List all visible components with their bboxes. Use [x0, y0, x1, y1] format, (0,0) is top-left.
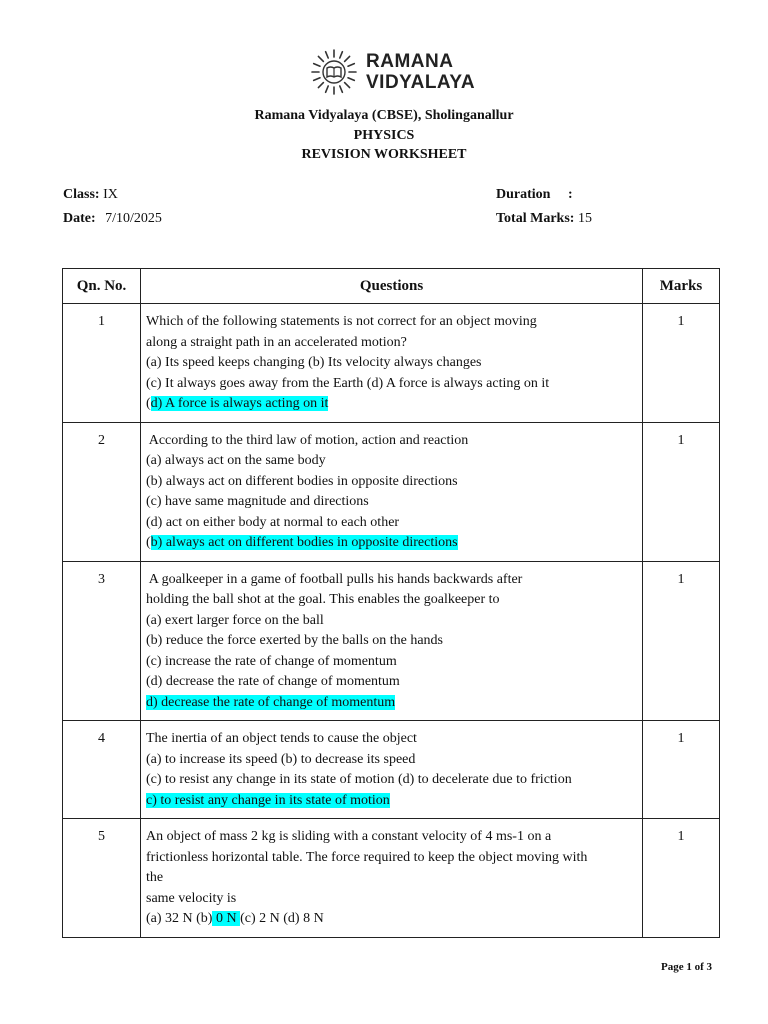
question-marks: 1 [643, 819, 720, 938]
question-line: along a straight path in an accelerated motion? [146, 334, 407, 350]
question-cell [141, 819, 643, 938]
date-value: 7/10/2025 [105, 211, 162, 226]
option-line: (d) decrease the rate of change of momentum [146, 674, 400, 689]
duration-separator: : [567, 187, 573, 202]
question-marks: 1 [643, 422, 720, 561]
table-row [63, 721, 720, 819]
worksheet-title: REVISION WORKSHEET [301, 147, 467, 162]
highlighted-answer: b) always act on different bodies in opposite directions [150, 535, 458, 550]
question-marks: 1 [643, 721, 720, 819]
class-info [63, 187, 118, 203]
question-number: 4 [63, 721, 141, 819]
option-line: (b) always act on different bodies in opposite directions [146, 473, 458, 489]
question-cell [141, 561, 643, 721]
option-line: (a) always act on the same body [146, 453, 326, 468]
total-marks-value: 15 [577, 211, 592, 226]
total-marks-label: Total Marks: [496, 211, 575, 226]
answer-line [146, 394, 637, 415]
class-value: IX [103, 187, 118, 202]
question-line: A goalkeeper in a game of football pulls his hands backwards after [146, 571, 523, 587]
question-number: 2 [63, 422, 141, 561]
logo-line-2: VIDYALAYA [366, 72, 476, 93]
question-line: same velocity is [146, 890, 237, 906]
header-qno: Qn. No. [63, 269, 141, 304]
header-questions: Questions [141, 269, 643, 304]
question-line: An object of mass 2 kg is sliding with a constant velocity of 4 ms-1 on a [146, 829, 552, 844]
options-after: (c) 2 N (d) 8 N [240, 911, 324, 926]
page-number: Page 1 of 3 [660, 961, 712, 973]
question-line: According to the third law of motion, action and reaction [146, 432, 469, 448]
table-header-row [63, 269, 720, 304]
school-logo [310, 46, 475, 98]
question-line: frictionless horizontal table. The force required to keep the object moving with [146, 849, 588, 865]
question-cell [141, 422, 643, 561]
question-number: 1 [63, 304, 141, 423]
highlighted-answer: 0 N [212, 911, 241, 926]
answer-line [146, 693, 637, 714]
date-info [63, 211, 162, 227]
option-line: (c) increase the rate of change of momentum [146, 653, 397, 669]
question-cell [141, 304, 643, 423]
table-row [63, 561, 720, 721]
options-before: (a) 32 N (b) [146, 911, 213, 926]
question-cell [141, 721, 643, 819]
option-line: (a) to increase its speed (b) to decrease its speed [146, 751, 416, 767]
question-number: 3 [63, 561, 141, 721]
answer-line [146, 791, 637, 812]
total-marks-info [496, 211, 592, 227]
questions-table [62, 268, 720, 938]
table-row [63, 819, 720, 938]
option-line: (b) reduce the force exerted by the balls on the hands [146, 633, 443, 648]
highlighted-answer: c) to resist any change in its state of motion [146, 792, 390, 808]
question-marks: 1 [643, 304, 720, 423]
duration-info [496, 187, 573, 203]
book-sunburst-icon [310, 48, 358, 96]
question-number: 5 [63, 819, 141, 938]
option-line: (a) Its speed keeps changing (b) Its velocity always changes [146, 355, 482, 370]
question-line: holding the ball shot at the goal. This enables the goalkeeper to [146, 592, 500, 607]
duration-label: Duration [496, 187, 551, 202]
question-marks: 1 [643, 561, 720, 721]
answer-prefix: ( [146, 396, 151, 411]
answer-line [146, 533, 637, 554]
option-line: (c) It always goes away from the Earth (d) A force is always acting on it [146, 375, 550, 391]
table-row [63, 422, 720, 561]
date-label: Date: [63, 211, 96, 226]
question-line: the [146, 870, 164, 885]
school-name: Ramana Vidyalaya (CBSE), Sholinganallur [254, 108, 514, 123]
option-line: (c) to resist any change in its state of motion (d) to decelerate due to friction [146, 772, 572, 787]
question-line: Which of the following statements is not correct for an object moving [146, 314, 537, 329]
subject-title: PHYSICS [353, 127, 415, 143]
logo-line-1: RAMANA [366, 51, 454, 72]
table-row [63, 304, 720, 423]
document-header [0, 106, 768, 165]
option-line: (a) exert larger force on the ball [146, 612, 324, 628]
highlighted-answer: d) A force is always acting on it [150, 396, 329, 411]
option-line: (c) have same magnitude and directions [146, 494, 369, 509]
class-label: Class: [63, 187, 100, 202]
option-line: (d) act on either body at normal to each other [146, 514, 400, 530]
highlighted-answer: d) decrease the rate of change of momentum [146, 694, 396, 710]
answer-prefix: ( [146, 535, 151, 550]
header-marks: Marks [643, 269, 720, 304]
options-line [146, 909, 637, 930]
question-line: The inertia of an object tends to cause the object [146, 731, 417, 746]
